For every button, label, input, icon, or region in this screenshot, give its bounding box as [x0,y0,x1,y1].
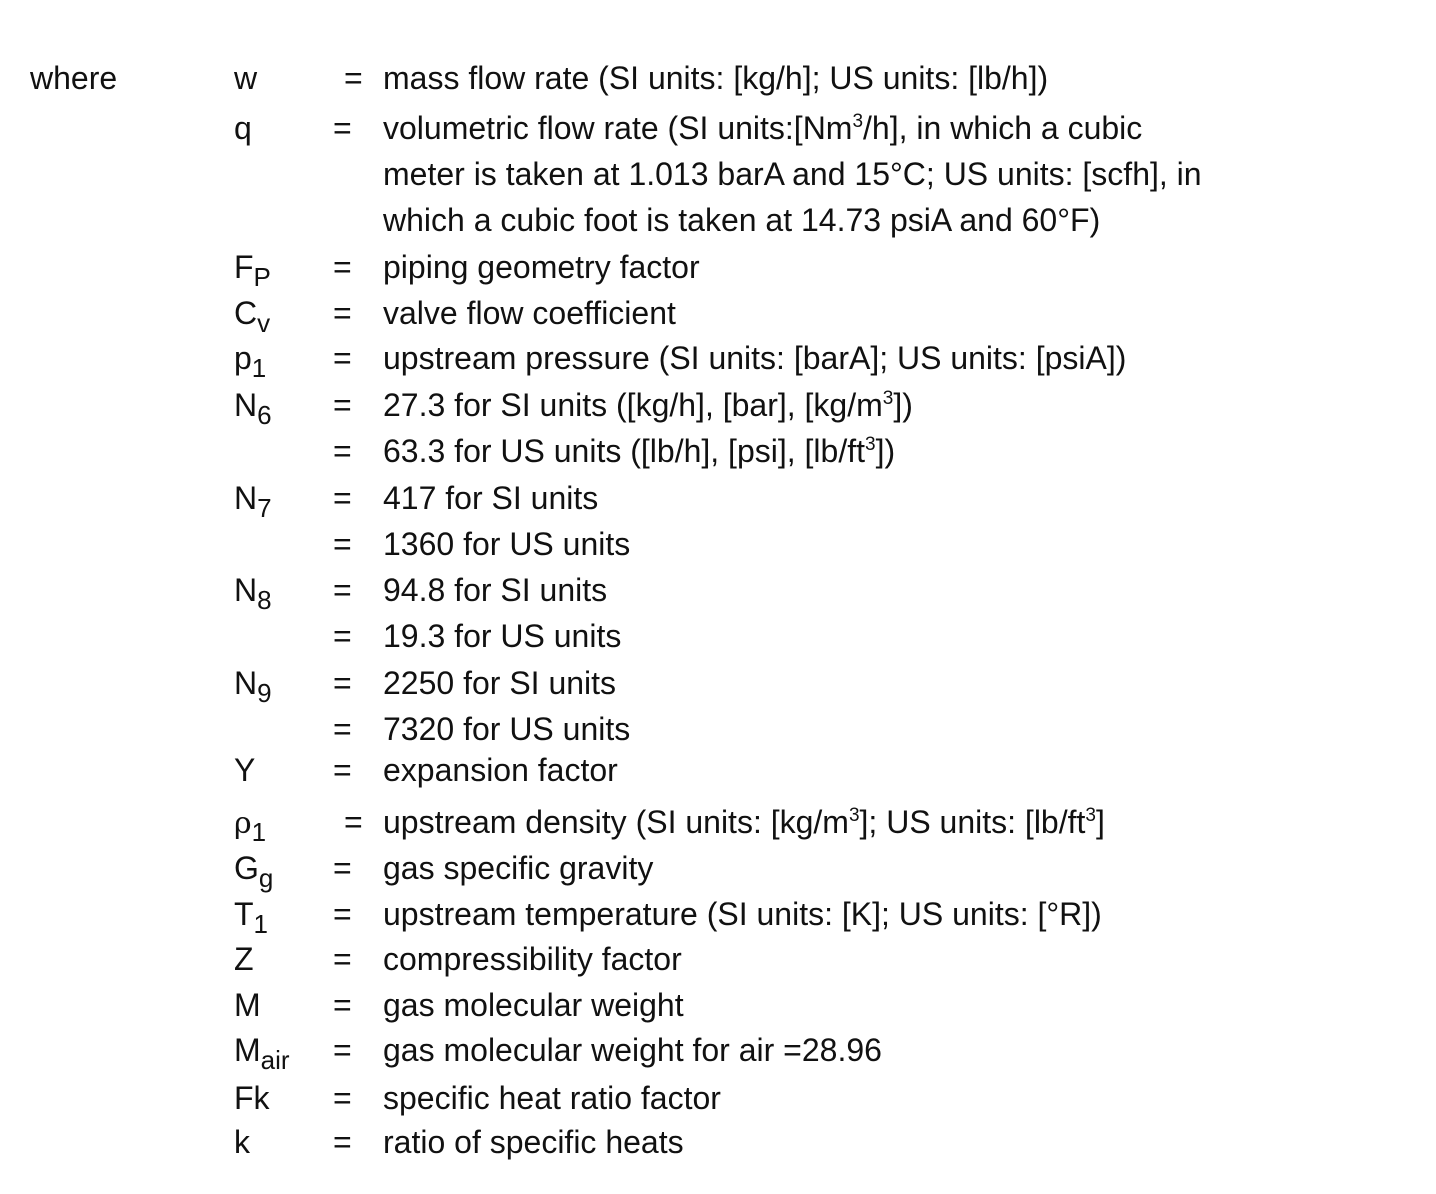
equals-sign: = [333,850,352,886]
definition-row-y [0,752,1436,792]
definition-n6-us-text-b: ]) [875,433,896,469]
definition-t1: upstream temperature (SI units: [K]; US units: [°R]) [383,896,1102,932]
equals-sign: = [333,987,352,1023]
symbol-subscript: g [258,863,274,893]
symbol-y: Y [234,752,256,788]
symbol-base: F [234,249,254,285]
symbol-n6 [234,387,272,430]
definition-m: gas molecular weight [383,987,684,1023]
definition-row-gg [0,850,1436,893]
definition-q-line1 [383,105,1142,151]
symbol-base: ρ [234,806,252,841]
definition-row-n9-us [0,711,1436,751]
symbol-base: p [234,340,252,376]
definition-row-n8 [0,572,1436,615]
definition-n6-text-a: 27.3 for SI units ([kg/h], [bar], [kg/m [383,387,883,423]
symbol-subscript: 1 [251,817,267,847]
equals-sign: = [333,295,352,331]
symbol-base: N [234,480,258,516]
definition-row-mair [0,1032,1436,1075]
definition-row-m [0,987,1436,1027]
definition-cv: valve flow coefficient [383,295,676,331]
definition-q-line2: meter is taken at 1.013 barA and 15°C; US units: [scfh], in [383,156,1202,192]
symbol-subscript: 1 [251,353,267,383]
definition-rho1-text-a: upstream density (SI units: [kg/m [383,804,849,840]
symbol-k: k [234,1124,250,1160]
superscript-3: 3 [1085,805,1096,826]
symbol-gg [234,850,274,893]
superscript-3: 3 [882,388,894,409]
symbol-base: T [234,896,254,932]
symbol-t1 [234,896,269,939]
definition-q-text-b: /h], in which a cubic [863,110,1143,146]
equals-sign: = [344,804,363,840]
where-label: where [30,60,118,96]
superscript-3: 3 [852,111,864,132]
symbol-rho1 [234,804,267,847]
symbol-q: q [234,110,252,146]
symbol-subscript: 9 [257,678,272,708]
definition-row-k [0,1124,1436,1164]
symbol-subscript: v [257,308,271,338]
equals-sign: = [333,572,352,608]
symbol-fk: Fk [234,1080,270,1116]
symbol-n7 [234,480,272,523]
equals-sign: = [333,1032,352,1068]
definition-row-w [0,60,1436,100]
equals-sign: = [333,1080,352,1116]
definition-gg: gas specific gravity [383,850,654,886]
definition-k: ratio of specific heats [383,1124,684,1160]
symbol-base: N [234,665,258,701]
symbol-fp [234,249,271,292]
superscript-3: 3 [848,805,860,826]
symbol-base: G [234,850,259,886]
symbol-cv [234,295,271,338]
definition-row-q-continued [0,156,1436,196]
definition-q-text-a: volumetric flow rate (SI units:[Nm [383,110,853,146]
symbol-p1 [234,340,267,383]
equals-sign: = [333,752,352,788]
symbol-n8 [234,572,272,615]
definition-n9: 2250 for SI units [383,665,617,701]
definition-n7: 417 for SI units [383,480,599,516]
definition-row-q [0,110,1436,150]
definition-row-n7-us [0,526,1436,566]
superscript-3: 3 [864,434,876,455]
definition-row-n8-us [0,618,1436,658]
definition-row-z [0,941,1436,981]
definition-fk: specific heat ratio factor [383,1080,721,1116]
symbol-subscript: P [253,262,271,292]
definition-y: expansion factor [383,752,618,788]
equals-sign: = [333,618,352,654]
equals-sign: = [333,711,352,747]
equals-sign: = [333,941,352,977]
symbol-mair [234,1032,290,1075]
definition-rho1-text-b: ]; US units: [lb/ft [859,804,1086,840]
definition-fp: piping geometry factor [383,249,700,285]
symbol-base: N [234,387,258,423]
definition-n6-text-b: ]) [893,387,913,423]
definition-n7-us: 1360 for US units [383,526,631,562]
symbol-subscript: air [260,1045,290,1075]
symbol-subscript: 6 [257,400,272,430]
symbol-base: N [234,572,258,608]
definition-row-q-continued [0,202,1436,242]
definition-row-p1 [0,340,1436,383]
symbol-subscript: 7 [257,493,272,523]
equals-sign: = [333,480,352,516]
symbol-base: M [234,1032,261,1068]
equals-sign: = [333,110,352,146]
symbol-base: C [234,295,258,331]
definition-q-line3: which a cubic foot is taken at 14.73 psiA and 60°F) [383,202,1101,238]
equals-sign: = [333,665,352,701]
equals-sign: = [333,249,352,285]
definition-row-n6-us [0,433,1436,473]
equals-sign: = [333,896,352,932]
definition-row-t1 [0,896,1436,939]
definition-row-n9 [0,665,1436,708]
definition-row-fp [0,249,1436,292]
definition-n6-us [383,428,895,474]
symbol-z: Z [234,941,254,977]
equals-sign: = [344,60,363,96]
definition-n6-us-text-a: 63.3 for US units ([lb/h], [psi], [lb/ft [383,433,865,469]
equals-sign: = [333,526,352,562]
definition-row-n7 [0,480,1436,523]
symbol-m: M [234,987,261,1023]
definition-rho1 [383,799,1105,845]
symbol-n9 [234,665,272,708]
definition-rho1-text-c: ] [1095,804,1105,840]
definition-w: mass flow rate (SI units: [kg/h]; US units: [lb/h]) [383,60,1049,96]
definition-row-cv [0,295,1436,338]
symbol-w: w [234,60,258,96]
definition-mair: gas molecular weight for air =28.96 [383,1032,882,1068]
definition-n8-us: 19.3 for US units [383,618,622,654]
definition-z: compressibility factor [383,941,682,977]
definition-n6 [383,382,913,428]
equals-sign: = [333,433,352,469]
definition-n8: 94.8 for SI units [383,572,608,608]
equals-sign: = [333,340,352,376]
equals-sign: = [333,387,352,423]
definition-row-rho1 [0,804,1436,847]
definition-n9-us: 7320 for US units [383,711,631,747]
symbol-subscript: 1 [253,909,269,939]
definition-row-fk [0,1080,1436,1120]
equals-sign: = [333,1124,352,1160]
definition-row-n6 [0,387,1436,430]
definition-p1: upstream pressure (SI units: [barA]; US units: [psiA]) [383,340,1127,376]
symbol-subscript: 8 [257,585,272,615]
